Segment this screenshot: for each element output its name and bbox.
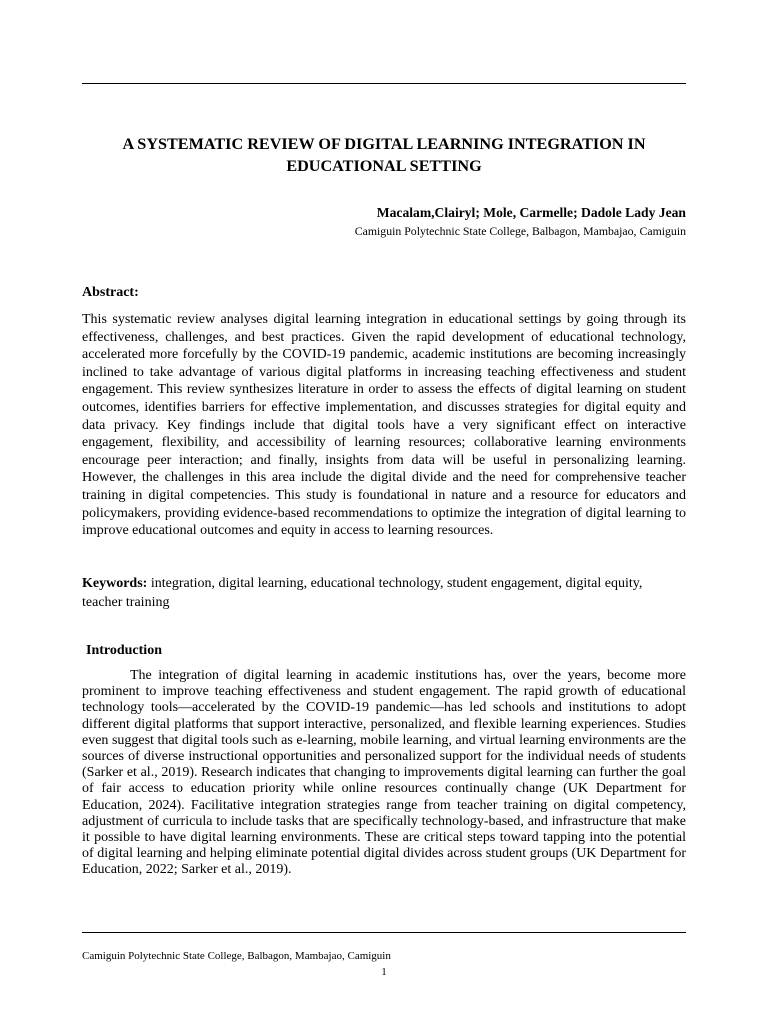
abstract-heading: Abstract: <box>82 285 139 300</box>
keywords <box>82 574 686 612</box>
introduction-body: The integration of digital learning in academic institutions has, over the years, become more prominent to improve teaching effectiveness and student engagement. The rapid growth of educational technology tools—accelerated by the COVID-19 pandemic—has led schools and institutions to adopt different digital platforms that support interactive, personalized, and flexible learning experiences. Studies even suggest that digital tools such as e-learning, mobile learning, and virtual learning environments are the sources of diverse instructional opportunities and personalized support for the individual needs of students (Sarker et al., 2019). Research indicates that changing to improvements digital learning can further the goal of fair access to education priority while online resources continually change (UK Department for Education, 2024). Facilitative integration strategies range from teacher training on digital competency, adjustment of curricula to include tasks that are specifically technology-based, and infrastructure that make it possible to have digital learning environments. These are critical steps toward tapping into the potential of digital learning and helping eliminate potential digital divides across student groups (UK Department for Education, 2022; Sarker et al., 2019). <box>82 668 686 878</box>
paper-title: A SYSTEMATIC REVIEW OF DIGITAL LEARNING INTEGRATION IN EDUCATIONAL SETTING <box>122 135 646 175</box>
authors: Macalam,Clairyl; Mole, Carmelle; Dadole Lady Jean <box>376 205 686 220</box>
affiliation: Camiguin Polytechnic State College, Balbagon, Mambajao, Camiguin <box>354 224 686 238</box>
header-rule <box>82 83 686 84</box>
footer-affiliation: Camiguin Polytechnic State College, Balbagon, Mambajao, Camiguin <box>82 950 391 962</box>
introduction-heading: Introduction <box>86 643 162 658</box>
footer-rule <box>82 932 686 933</box>
abstract-body: This systematic review analyses digital learning integration in educational settings by going through its effectiveness, challenges, and best practices. Given the rapid development of educational technology, accelerated more forcefully by the COVID-19 pandemic, academic institutions are becoming increasingly inclined to take advantage of various digital platforms in increasing teaching effectiveness and student engagement. This review synthesizes literature in order to assess the effects of digital learning on student outcomes, identifies barriers for effective implementation, and discusses strategies for digital equity and data privacy. Key findings include that digital tools have a very significant effect on interactive engagement, flexibility, and accessibility of learning resources; collaborative learning environments encourage peer interaction; and finally, insights from data will be useful in personalizing learning. However, the challenges in this area include the digital divide and the need for comprehensive teacher training in digital competencies. This study is foundational in nature and a resource for educators and policymakers, providing evidence-based recommendations to optimize the integration of digital learning to improve educational outcomes and equity in access to learning resources. <box>82 312 686 539</box>
keywords-label: Keywords: <box>82 576 148 591</box>
keywords-text: integration, digital learning, educational technology, student engagement, digital equity, teacher training <box>82 576 643 610</box>
page-number: 1 <box>381 966 387 978</box>
